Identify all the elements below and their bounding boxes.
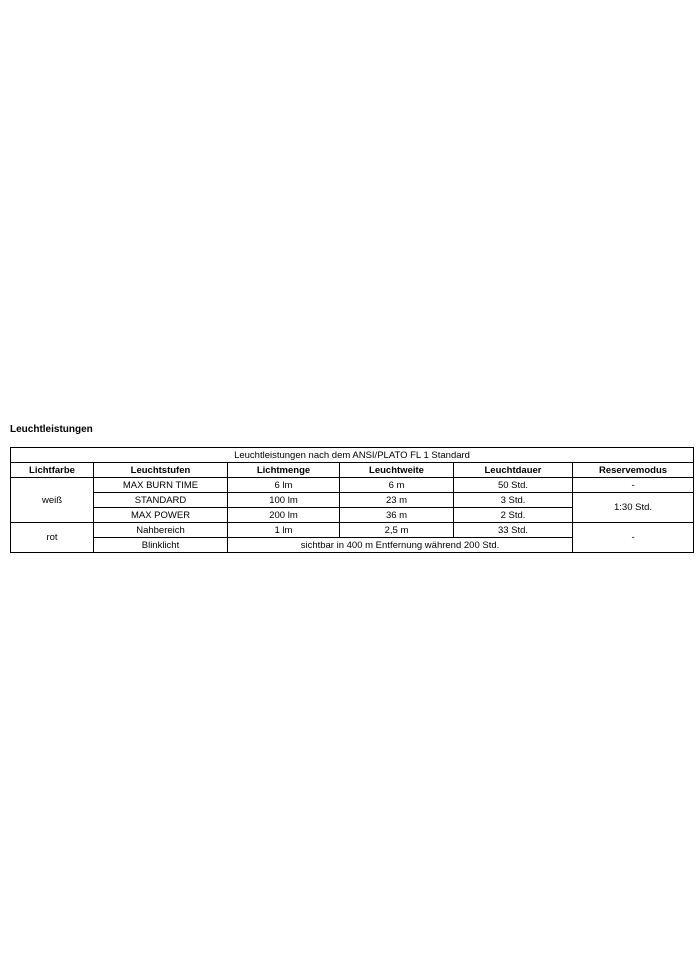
table-caption-row <box>11 448 694 463</box>
reserve-cell: - <box>573 523 694 553</box>
table-row <box>11 493 694 508</box>
lumen-cell: 1 lm <box>228 523 340 538</box>
duration-cell: 50 Std. <box>454 478 573 493</box>
column-header-reservemodus: Reservemodus <box>573 463 694 478</box>
duration-cell: 2 Std. <box>454 508 573 523</box>
lumen-cell: 6 lm <box>228 478 340 493</box>
lumen-cell: 100 lm <box>228 493 340 508</box>
column-header-leuchtdauer: Leuchtdauer <box>454 463 573 478</box>
level-cell: STANDARD <box>94 493 228 508</box>
range-cell: 23 m <box>340 493 454 508</box>
column-header-leuchtweite: Leuchtweite <box>340 463 454 478</box>
table-caption: Leuchtleistungen nach dem ANSI/PLATO FL 1 Standard <box>11 448 694 463</box>
section-heading: Leuchtleistungen <box>10 424 93 435</box>
reserve-cell: 1:30 Std. <box>573 493 694 523</box>
light-color-white: weiß <box>11 478 94 523</box>
blink-note-cell: sichtbar in 400 m Entfernung während 200 Std. <box>228 538 573 553</box>
reserve-cell: - <box>573 478 694 493</box>
table-row <box>11 523 694 538</box>
range-cell: 36 m <box>340 508 454 523</box>
light-color-red: rot <box>11 523 94 553</box>
duration-cell: 33 Std. <box>454 523 573 538</box>
light-performance-table <box>10 447 694 553</box>
table-row <box>11 478 694 493</box>
duration-cell: 3 Std. <box>454 493 573 508</box>
column-header-lichtfarbe: Lichtfarbe <box>11 463 94 478</box>
level-cell: Blinklicht <box>94 538 228 553</box>
range-cell: 6 m <box>340 478 454 493</box>
level-cell: MAX POWER <box>94 508 228 523</box>
lumen-cell: 200 lm <box>228 508 340 523</box>
level-cell: MAX BURN TIME <box>94 478 228 493</box>
level-cell: Nahbereich <box>94 523 228 538</box>
table-header-row <box>11 463 694 478</box>
column-header-leuchtstufen: Leuchtstufen <box>94 463 228 478</box>
range-cell: 2,5 m <box>340 523 454 538</box>
column-header-lichtmenge: Lichtmenge <box>228 463 340 478</box>
